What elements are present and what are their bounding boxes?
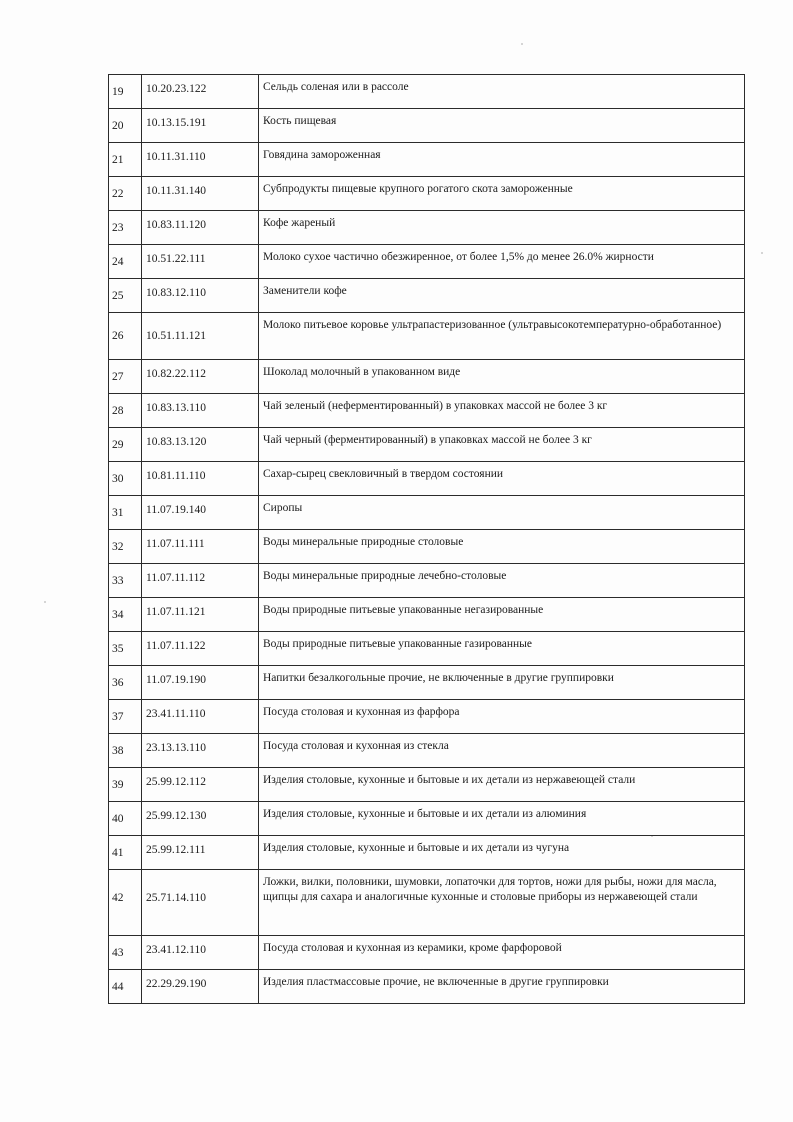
okpd-code-cell: 25.71.14.110 <box>142 870 259 936</box>
product-name-cell: Молоко питьевое коровье ультрапастеризованное (ультравысокотемпературно-обработанное) <box>259 313 745 360</box>
row-number-cell: 32 <box>109 530 142 564</box>
table-row <box>109 564 745 598</box>
okpd-code-cell: 10.11.31.110 <box>142 143 259 177</box>
okpd-code-cell: 11.07.11.112 <box>142 564 259 598</box>
product-name-cell: Сахар-сырец свекловичный в твердом состоянии <box>259 462 745 496</box>
okpd-code-cell: 10.11.31.140 <box>142 177 259 211</box>
table-row <box>109 632 745 666</box>
okpd-code-cell: 10.20.23.122 <box>142 75 259 109</box>
product-name-cell: Ложки, вилки, половники, шумовки, лопаточки для тортов, ножи для рыбы, ножи для масла, щипцы для сахара и аналогичные кухонные и столовые приборы из нержавеющей стали <box>259 870 745 936</box>
row-number-cell: 29 <box>109 428 142 462</box>
product-name-cell: Напитки безалкогольные прочие, не включенные в другие группировки <box>259 666 745 700</box>
product-name-cell: Чай черный (ферментированный) в упаковках массой не более 3 кг <box>259 428 745 462</box>
table-row <box>109 245 745 279</box>
table-row <box>109 666 745 700</box>
row-number-cell: 39 <box>109 768 142 802</box>
product-name-cell: Воды природные питьевые упакованные негазированные <box>259 598 745 632</box>
okpd-code-cell: 10.81.11.110 <box>142 462 259 496</box>
product-name-cell: Воды природные питьевые упакованные газированные <box>259 632 745 666</box>
product-name-cell: Кость пищевая <box>259 109 745 143</box>
row-number-cell: 36 <box>109 666 142 700</box>
table-row <box>109 428 745 462</box>
okpd-code-cell: 25.99.12.112 <box>142 768 259 802</box>
okpd-code-cell: 10.83.13.110 <box>142 394 259 428</box>
product-name-cell: Шоколад молочный в упакованном виде <box>259 360 745 394</box>
okpd-code-cell: 25.99.12.111 <box>142 836 259 870</box>
okpd-code-cell: 11.07.11.122 <box>142 632 259 666</box>
row-number-cell: 20 <box>109 109 142 143</box>
product-name-cell: Кофе жареный <box>259 211 745 245</box>
okpd-code-cell: 22.29.29.190 <box>142 970 259 1004</box>
products-table <box>108 74 745 1004</box>
table-row <box>109 177 745 211</box>
row-number-cell: 27 <box>109 360 142 394</box>
scan-speck <box>521 43 523 45</box>
table-row <box>109 970 745 1004</box>
row-number-cell: 43 <box>109 936 142 970</box>
product-name-cell: Говядина замороженная <box>259 143 745 177</box>
row-number-cell: 42 <box>109 870 142 936</box>
table-row <box>109 768 745 802</box>
products-table-body <box>109 75 745 1004</box>
row-number-cell: 37 <box>109 700 142 734</box>
table-row <box>109 211 745 245</box>
product-name-cell: Посуда столовая и кухонная из стекла <box>259 734 745 768</box>
product-name-cell: Заменители кофе <box>259 279 745 313</box>
product-name-cell: Сельдь соленая или в рассоле <box>259 75 745 109</box>
row-number-cell: 33 <box>109 564 142 598</box>
okpd-code-cell: 11.07.19.190 <box>142 666 259 700</box>
product-name-cell: Изделия столовые, кухонные и бытовые и их детали из чугуна <box>259 836 745 870</box>
row-number-cell: 35 <box>109 632 142 666</box>
product-name-cell: Чай зеленый (неферментированный) в упаковках массой не более 3 кг <box>259 394 745 428</box>
okpd-code-cell: 10.51.22.111 <box>142 245 259 279</box>
product-name-cell: Посуда столовая и кухонная из керамики, кроме фарфоровой <box>259 936 745 970</box>
product-name-cell: Воды минеральные природные столовые <box>259 530 745 564</box>
row-number-cell: 26 <box>109 313 142 360</box>
row-number-cell: 30 <box>109 462 142 496</box>
row-number-cell: 24 <box>109 245 142 279</box>
okpd-code-cell: 10.51.11.121 <box>142 313 259 360</box>
row-number-cell: 28 <box>109 394 142 428</box>
okpd-code-cell: 25.99.12.130 <box>142 802 259 836</box>
table-row <box>109 734 745 768</box>
row-number-cell: 44 <box>109 970 142 1004</box>
row-number-cell: 25 <box>109 279 142 313</box>
table-row <box>109 313 745 360</box>
table-row <box>109 936 745 970</box>
okpd-code-cell: 23.41.12.110 <box>142 936 259 970</box>
table-row <box>109 462 745 496</box>
product-name-cell: Изделия пластмассовые прочие, не включенные в другие группировки <box>259 970 745 1004</box>
okpd-code-cell: 10.83.11.120 <box>142 211 259 245</box>
product-name-cell: Воды минеральные природные лечебно-столовые <box>259 564 745 598</box>
table-row <box>109 802 745 836</box>
row-number-cell: 41 <box>109 836 142 870</box>
table-row <box>109 394 745 428</box>
scan-speck <box>44 601 46 603</box>
okpd-code-cell: 10.83.12.110 <box>142 279 259 313</box>
table-row <box>109 870 745 936</box>
product-name-cell: Субпродукты пищевые крупного рогатого скота замороженные <box>259 177 745 211</box>
okpd-code-cell: 11.07.11.111 <box>142 530 259 564</box>
table-row <box>109 143 745 177</box>
table-row <box>109 530 745 564</box>
table-row <box>109 279 745 313</box>
product-name-cell: Посуда столовая и кухонная из фарфора <box>259 700 745 734</box>
okpd-code-cell: 10.83.13.120 <box>142 428 259 462</box>
table-row <box>109 700 745 734</box>
row-number-cell: 21 <box>109 143 142 177</box>
product-name-cell: Изделия столовые, кухонные и бытовые и их детали из алюминия <box>259 802 745 836</box>
okpd-code-cell: 10.82.22.112 <box>142 360 259 394</box>
table-row <box>109 75 745 109</box>
row-number-cell: 23 <box>109 211 142 245</box>
okpd-code-cell: 10.13.15.191 <box>142 109 259 143</box>
okpd-code-cell: 11.07.19.140 <box>142 496 259 530</box>
row-number-cell: 19 <box>109 75 142 109</box>
okpd-code-cell: 23.13.13.110 <box>142 734 259 768</box>
okpd-code-cell: 23.41.11.110 <box>142 700 259 734</box>
table-row <box>109 360 745 394</box>
product-name-cell: Молоко сухое частично обезжиренное, от более 1,5% до менее 26.0% жирности <box>259 245 745 279</box>
product-name-cell: Сиропы <box>259 496 745 530</box>
row-number-cell: 34 <box>109 598 142 632</box>
table-row <box>109 109 745 143</box>
row-number-cell: 38 <box>109 734 142 768</box>
table-row <box>109 598 745 632</box>
row-number-cell: 31 <box>109 496 142 530</box>
row-number-cell: 22 <box>109 177 142 211</box>
table-row <box>109 836 745 870</box>
product-name-cell: Изделия столовые, кухонные и бытовые и их детали из нержавеющей стали <box>259 768 745 802</box>
scan-speck <box>761 252 763 254</box>
okpd-code-cell: 11.07.11.121 <box>142 598 259 632</box>
row-number-cell: 40 <box>109 802 142 836</box>
table-row <box>109 496 745 530</box>
